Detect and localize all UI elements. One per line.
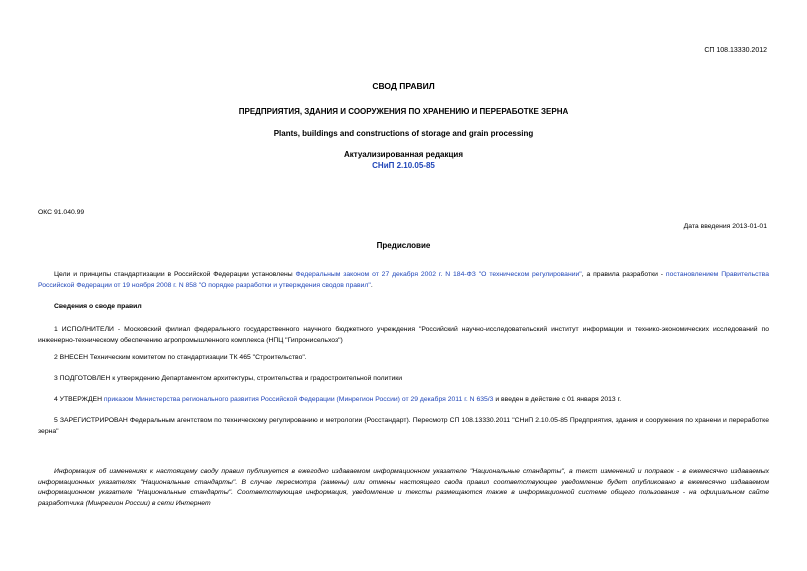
- redaction-label: Актуализированная редакция: [344, 150, 463, 159]
- introduction-date: Дата введения 2013-01-01: [683, 223, 767, 230]
- oks-code: ОКС 91.040.99: [38, 209, 85, 216]
- preface-paragraph: [38, 270, 769, 291]
- preface-text-2: , а правила разработки -: [581, 271, 666, 278]
- info-item-5: 5 ЗАРЕГИСТРИРОВАН Федеральным агентством по техническому регулированию и метрологии (Росстандарт). Пересмотр СП 108.13330.2011 "СНиП 2.10.05-85 Предприятия, здания и сооружения по хранени и переработке зерна": [38, 417, 769, 435]
- info-item-4: [38, 395, 769, 406]
- info-heading: Сведения о своде правил: [54, 303, 142, 310]
- preface-text-1: Цели и принципы стандартизации в Российской Федерации установлены: [54, 271, 296, 278]
- changes-notice: Информация об изменениях к настоящему своду правил публикуется в ежегодно издаваемом информационном указателе "Национальные стандарты", а текст изменений и поправок - в ежемесячно издаваемых информационных указателях "Национальные стандарты". В случае пересмотра (замены) или отмены настоящего свода правил соответствующее уведомление будет опубликовано в ежемесячно издаваемом информационном указателе "Национальные стандарты". Соответствующая информация, уведомление и тексты размещаются также в информационной системе общего пользования - на официальном сайте разработчика (Минрегион России) в сети Интернет: [38, 468, 769, 507]
- federal-law-link[interactable]: Федеральным законом от 27 декабря 2002 г. N 184-ФЗ "О техническом регулировании": [295, 271, 582, 278]
- document-title-english: Plants, buildings and constructions of storage and grain processing: [273, 129, 534, 138]
- preface-text-3: .: [370, 281, 373, 289]
- info-item-4-text-b: и введен в действие с 01 января 2013 г.: [493, 396, 622, 403]
- info-item-1: 1 ИСПОЛНИТЕЛИ - Московский филиал федерального государственного научного бюджетного учреждения "Российский научно-исследовательский институт информации и технико-экономических исследований по инженерно-техническому обеспечению агропромышленного комплекса (НПЦ "Гипронисельхоз"): [38, 326, 769, 344]
- info-item-3: 3 ПОДГОТОВЛЕН к утверждению Департаментом архитектуры, строительства и градостроительной политики: [54, 375, 403, 382]
- government-decree-link[interactable]: постановлением Правительства Российской Федерации от 19 ноября 2008 г. N 858 "О порядке разработки и утверждения сводов правил": [38, 271, 769, 289]
- document-code: СП 108.13330.2012: [704, 47, 767, 54]
- info-item-4-text-a: 4 УТВЕРЖДЕН: [54, 396, 104, 403]
- preface-heading: Предисловие: [376, 241, 431, 250]
- snip-reference: СНиП 2.10.05-85: [372, 161, 435, 170]
- info-item-2: 2 ВНЕСЕН Техническим комитетом по стандартизации ТК 465 "Строительство".: [54, 354, 307, 361]
- document-type-heading: СВОД ПРАВИЛ: [372, 81, 435, 91]
- ministry-order-link[interactable]: приказом Министерства регионального развития Российской Федерации (Минрегион России) от 29 декабря 2011 г. N 635/3: [103, 396, 494, 403]
- document-title: ПРЕДПРИЯТИЯ, ЗДАНИЯ И СООРУЖЕНИЯ ПО ХРАНЕНИЮ И ПЕРЕРАБОТКЕ ЗЕРНА: [238, 107, 569, 116]
